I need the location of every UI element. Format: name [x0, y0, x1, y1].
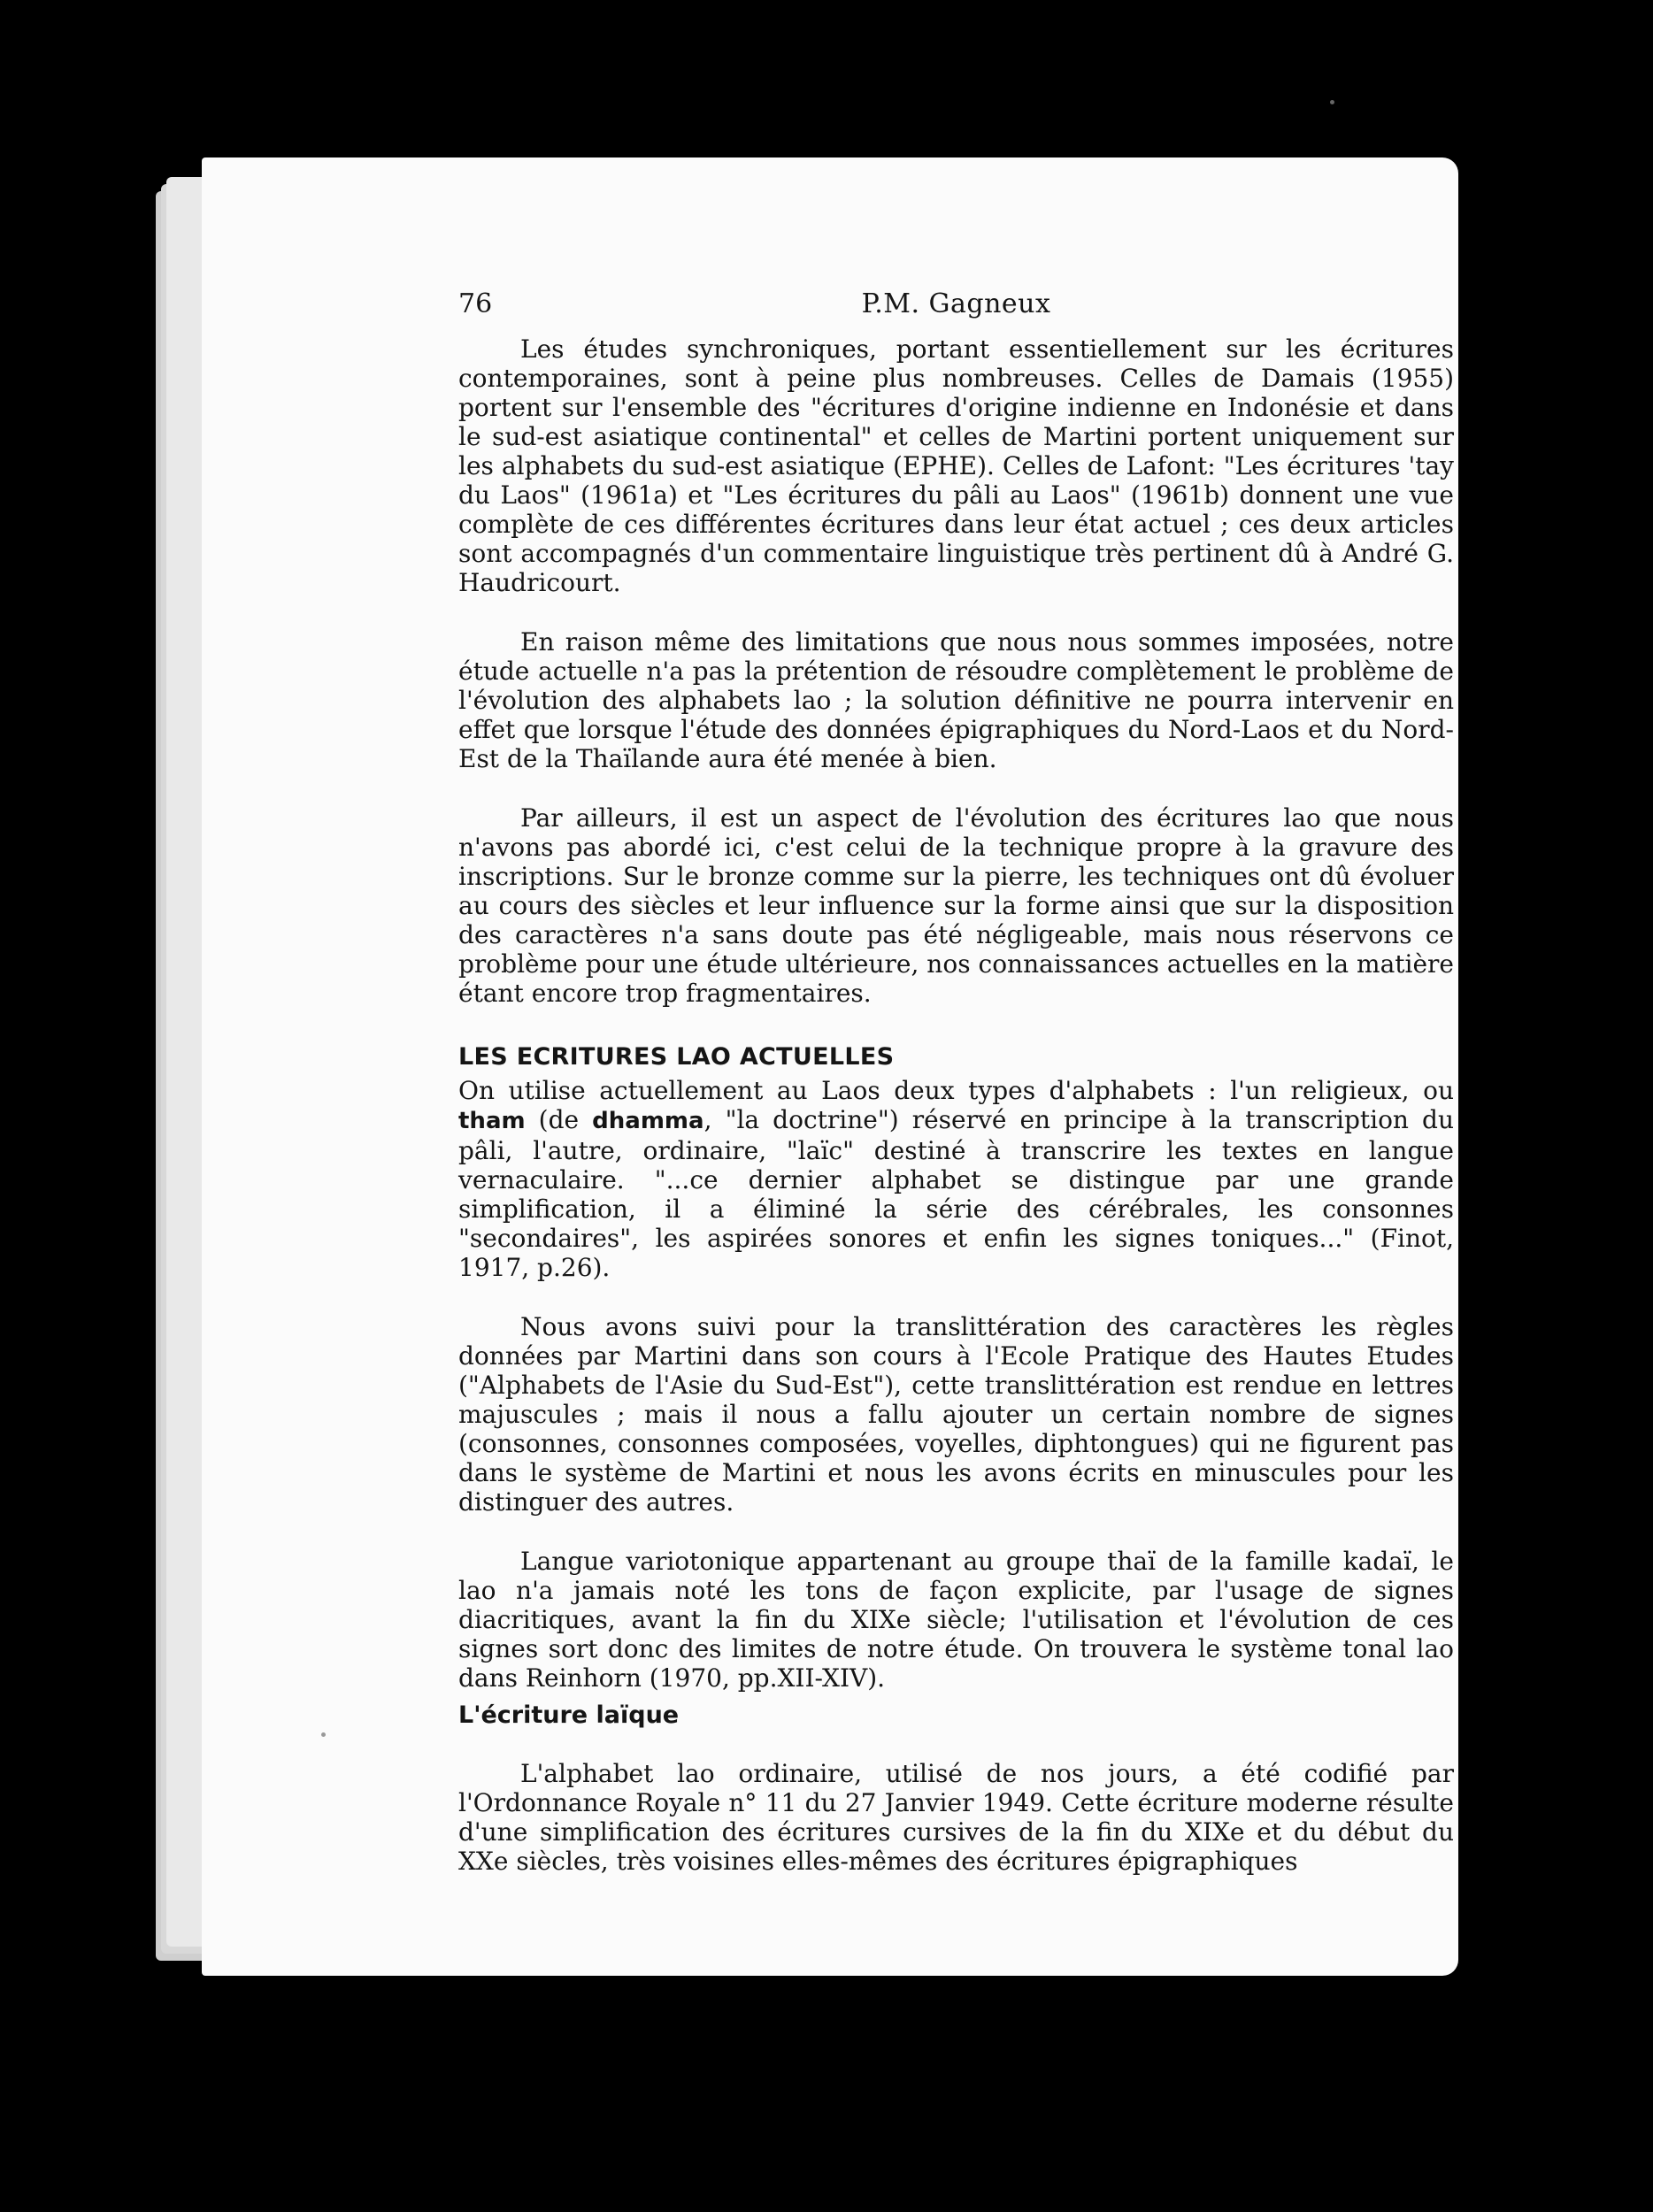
page-speck	[321, 1732, 326, 1737]
paragraph-5: Nous avons suivi pour la translittération des caractères les règles données par Martini dans son cours à l'Ecole Pratique des Hautes Etudes ("Alphabets de l'Asie du Sud-Est"), cette translittération est rendue en lettres majuscules ; mais il nous a fallu ajouter un certain nombre de signes (consonnes, consonnes composées, voyelles, diphtongues) qui ne figurent pas dans le système de Martini et nous les avons écrits en minuscules pour les distinguer des autres.	[458, 1312, 1454, 1517]
section-heading-lao-scripts: LES ECRITURES LAO ACTUELLES	[458, 1043, 895, 1071]
paragraph-3: Par ailleurs, il est un aspect de l'évolution des écritures lao que nous n'avons pas abordé ici, c'est celui de la technique propre à la gravure des inscriptions. Sur le bronze comme sur la pierre, les techniques ont dû évoluer au cours des siècles et leur influence sur la forme ainsi que sur la disposition des caractères n'a sans doute pas été négligeable, mais nous réservons ce problème pour une étude ultérieure, nos connaissances actuelles en la matière étant encore trop fragmentaires.	[458, 803, 1454, 1008]
paragraph-6: Langue variotonique appartenant au groupe thaï de la famille kadaï, le lao n'a jamais noté les tons de façon explicite, par l'usage de signes diacritiques, avant la fin du XIXe siècle; l'utilisation et l'évolution de ces signes sort donc des limites de notre étude. On trouvera le système tonal lao dans Reinhorn (1970, pp.XII-XIV).	[458, 1547, 1454, 1693]
page-header	[458, 288, 1454, 334]
paragraph-2: En raison même des limitations que nous nous sommes imposées, notre étude actuelle n'a pas la prétention de résoudre complètement le problème de l'évolution des alphabets lao ; la solution définitive ne pourra intervenir en effet que lorsque l'étude des données épigraphiques du Nord-Laos et du Nord-Est de la Thaïlande aura été menée à bien.	[458, 627, 1454, 773]
running-head: P.M. Gagneux	[861, 288, 1051, 319]
speck	[1330, 100, 1334, 104]
subsection-heading-lay-script: L'écriture laïque	[458, 1701, 680, 1729]
paragraph-4: On utilise actuellement au Laos deux types d'alphabets : l'un religieux, ou tham (de dhamma, "la doctrine") réservé en principe à la transcription du pâli, l'autre, ordinaire, "laïc" destiné à transcrire les textes en langue vernaculaire. "...ce dernier alphabet se distingue par une grande simplification, il a éliminé la série des cérébrales, les consonnes "secondaires", les aspirées sonores et enfin les signes toniques..." (Finot, 1917, p.26).	[458, 1076, 1455, 1282]
page-content	[458, 288, 1454, 1876]
book-page	[202, 157, 1458, 1976]
paragraph-7: L'alphabet lao ordinaire, utilisé de nos jours, a été codifié par l'Ordonnance Royale n° 11 du 27 Janvier 1949. Cette écriture moderne résulte d'une simplification des écritures cursives de la fin du XIXe et du début du XXe siècles, très voisines elles-mêmes des écritures épigraphiques	[458, 1759, 1454, 1876]
term-dhamma: dhamma	[592, 1108, 704, 1134]
paragraph-1: Les études synchroniques, portant essentiellement sur les écritures contemporaines, sont à peine plus nombreuses. Celles de Damais (1955) portent sur l'ensemble des "écritures d'origine indienne en Indonésie et dans le sud-est asiatique continental" et celles de Martini portent uniquement sur les alphabets du sud-est asiatique (EPHE). Celles de Lafont: "Les écritures 'tay du Laos" (1961a) et "Les écritures du pâli au Laos" (1961b) donnent une vue complète de ces différentes écritures dans leur état actuel ; ces deux articles sont accompagnés d'un commentaire linguistique très pertinent dû à André G. Haudricourt.	[458, 334, 1454, 597]
page-number: 76	[458, 288, 493, 319]
term-tham: tham	[458, 1108, 526, 1134]
